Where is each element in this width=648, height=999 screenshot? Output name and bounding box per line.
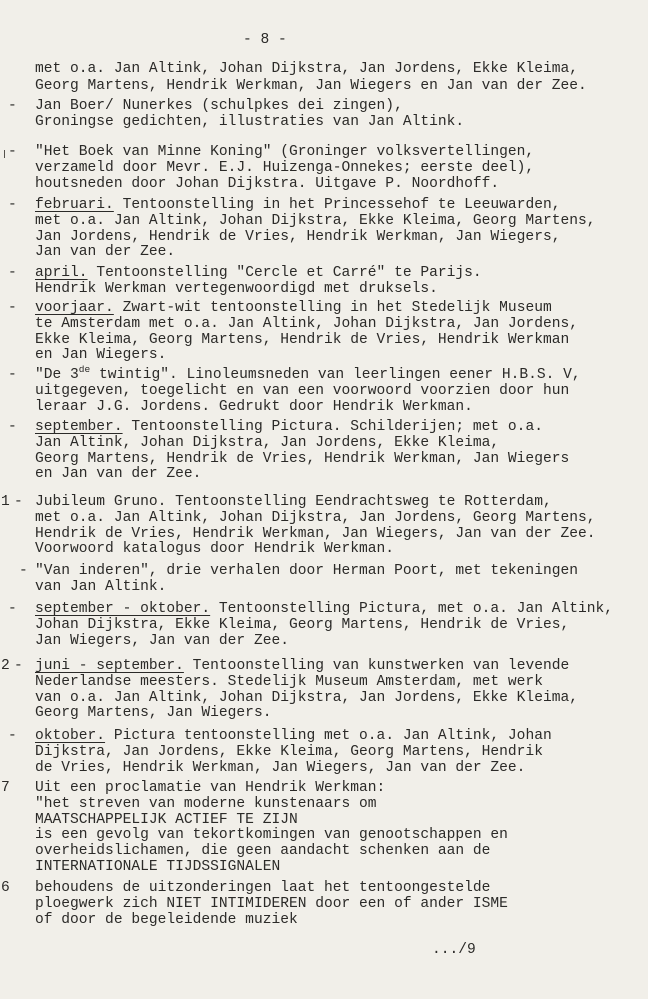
margin-year-digit: 2	[1, 658, 10, 674]
entry-line	[0, 348, 648, 364]
entry-date: april.	[35, 265, 88, 281]
page-number: - 8 -	[243, 32, 287, 48]
entry-line	[0, 452, 648, 468]
entry-line	[0, 266, 648, 282]
entry-line	[0, 897, 648, 913]
entry	[0, 781, 648, 876]
entry	[0, 495, 648, 558]
entry-date: voorjaar.	[35, 300, 114, 316]
entry-line	[0, 844, 648, 860]
entry-text: of door de begeleidende muziek	[35, 911, 298, 928]
entry	[0, 420, 648, 483]
entry	[0, 145, 648, 192]
entry-text: Groningse gedichten, illustraties van Jan Altink.	[35, 113, 465, 130]
entry	[0, 266, 648, 298]
entry	[0, 659, 648, 722]
entry-text: Zwart-wit tentoonstelling in het Stedelijk Museum	[122, 300, 552, 316]
entry-text: Georg Martens, Hendrik Werkman, Jan Wiegers en Jan van der Zee.	[35, 77, 587, 94]
entry-text: Tentoonstelling "Cercle et Carré" te Parijs.	[96, 265, 482, 281]
entry-text: Uit een proclamatie van Hendrik Werkman:	[35, 780, 386, 796]
entry-text: Johan Dijkstra, Ekke Kleima, Georg Martens, Hendrik de Vries,	[35, 616, 570, 633]
entry-text: Jan Boer/ Nunerkes (schulpkes dei zingen),	[35, 98, 403, 114]
entry-text: Jan van der Zee.	[35, 244, 176, 261]
entry-text: Nederlandse meesters. Stedelijk Museum Amsterdam, met werk	[35, 673, 543, 690]
entry-line	[0, 145, 648, 161]
entry-line	[0, 495, 648, 511]
entry-text: Georg Martens, Jan Wiegers.	[35, 705, 272, 722]
margin-year-digit: 1	[1, 494, 10, 510]
bullet-dash: -	[8, 601, 17, 617]
entry-text: verzameld door Mevr. E.J. Huizenga-Onnekes; eerste deel),	[35, 159, 535, 176]
entry-line	[0, 177, 648, 193]
bullet-dash: -	[8, 144, 17, 160]
entry-text: van o.a. Jan Altink, Johan Dijkstra, Jan Jordens, Ekke Kleima,	[35, 689, 578, 706]
bullet-dash: -	[19, 563, 28, 579]
entry-date: oktober.	[35, 728, 106, 744]
entry	[0, 364, 648, 415]
entry-line	[0, 729, 648, 745]
entry	[0, 602, 648, 649]
entry-text: Tentoonstelling Pictura, met o.a. Jan Altink,	[218, 601, 614, 617]
entry-text: Voorwoord katalogus door Hendrik Werkman.	[35, 541, 395, 558]
entry-line	[0, 384, 648, 400]
entry-line	[0, 436, 648, 452]
entry-line	[0, 881, 648, 897]
entry	[0, 729, 648, 776]
entry-line	[0, 62, 648, 78]
bullet-dash: -	[14, 658, 23, 674]
entry-text: Ekke Kleima, Georg Martens, Hendrik de Vries, Hendrik Werkman	[35, 331, 570, 348]
entry-line	[0, 602, 648, 618]
entry-line	[0, 659, 648, 675]
entry-line	[0, 580, 648, 596]
bullet-dash: -	[8, 98, 17, 114]
entry-text: leraar J.G. Jordens. Gedrukt door Hendrik Werkman.	[35, 398, 473, 415]
entry-line	[0, 99, 648, 115]
entry-line	[0, 797, 648, 813]
entry-line	[0, 860, 648, 876]
bullet-dash: -	[8, 728, 17, 744]
entry-line	[0, 301, 648, 317]
entry-text: Jan Wiegers, Jan van der Zee.	[35, 632, 289, 649]
entry-line	[0, 691, 648, 707]
entry-text: twintig". Linoleumsneden van leerlingen eener H.B.S. V,	[98, 367, 581, 383]
entry-text: en Jan van der Zee.	[35, 466, 202, 483]
entry-line	[0, 400, 648, 416]
entry-text: en Jan Wiegers.	[35, 347, 167, 364]
entry-line	[0, 781, 648, 797]
entry-text: Jan Jordens, Hendrik de Vries, Hendrik Werkman, Jan Wiegers,	[35, 228, 561, 245]
entry	[0, 881, 648, 928]
entry	[0, 564, 648, 596]
bullet-dash: -	[8, 265, 17, 281]
entry-line	[0, 745, 648, 761]
entry-text: Tentoonstelling in het Princessehof te Leeuwarden,	[122, 197, 561, 213]
bullet-dash: -	[8, 419, 17, 435]
entry-date: september - oktober.	[35, 601, 211, 617]
continuation-marker: .../9	[432, 942, 476, 958]
entry	[0, 99, 648, 131]
entry-line	[0, 161, 648, 177]
entry-line	[0, 245, 648, 261]
entry-text: "het streven van moderne kunstenaars om	[35, 795, 377, 812]
entry-text: Hendrik de Vries, Hendrik Werkman, Jan Wiegers, Jan van der Zee.	[35, 525, 596, 542]
entry-text: Tentoonstelling Pictura. Schilderijen; met o.a.	[131, 419, 543, 435]
entry-text: Jan Altink, Johan Dijkstra, Jan Jordens, Ekke Kleima,	[35, 434, 500, 451]
entry-text: Georg Martens, Hendrik de Vries, Hendrik Werkman, Jan Wiegers	[35, 450, 570, 467]
entry	[0, 301, 648, 364]
entry-line	[0, 675, 648, 691]
entry-line	[0, 761, 648, 777]
bullet-dash: -	[8, 300, 17, 316]
entry-line	[0, 364, 648, 384]
entry-line	[0, 198, 648, 214]
entry-line	[0, 467, 648, 483]
entry-line	[0, 527, 648, 543]
entry-text: te Amsterdam met o.a. Jan Altink, Johan Dijkstra, Jan Jordens,	[35, 315, 578, 332]
entry-text: uitgegeven, toegelicht en van een voorwoord voorzien door hun	[35, 382, 570, 399]
entry-text: ploegwerk zich NIET INTIMIDEREN door een of ander ISME	[35, 895, 508, 912]
entry-date: juni - september.	[35, 658, 184, 674]
margin-year-digit: 7	[1, 780, 10, 796]
entry-date: september.	[35, 419, 123, 435]
entry-line	[0, 813, 648, 829]
ordinal-superscript: de	[78, 364, 91, 375]
entry-line	[0, 115, 648, 131]
entry-line	[0, 511, 648, 527]
entry-line	[0, 618, 648, 634]
entry-text: behoudens de uitzonderingen laat het tentoongestelde	[35, 880, 491, 896]
entry-text: "Het Boek van Minne Koning" (Groninger volksvertellingen,	[35, 144, 535, 160]
entry-line	[0, 333, 648, 349]
entry-text: INTERNATIONALE TIJDSSIGNALEN	[35, 858, 281, 875]
entry-line	[0, 564, 648, 580]
entry-text: overheidslichamen, die geen aandacht schenken aan de	[35, 843, 491, 860]
bullet-dash: -	[8, 367, 17, 383]
entry-line	[0, 634, 648, 650]
entry-line	[0, 78, 648, 94]
entry-text: Jubileum Gruno. Tentoonstelling Eendrachtsweg te Rotterdam,	[35, 494, 552, 510]
entry-line	[0, 282, 648, 298]
entry-line	[0, 214, 648, 230]
entry-line	[0, 706, 648, 722]
entry-text: met o.a. Jan Altink, Johan Dijkstra, Jan Jordens, Ekke Kleima,	[35, 61, 578, 77]
entry-text: met o.a. Jan Altink, Johan Dijkstra, Jan Jordens, Georg Martens,	[35, 509, 596, 526]
entry-text: de Vries, Hendrik Werkman, Jan Wiegers, Jan van der Zee.	[35, 759, 526, 776]
entry-line	[0, 542, 648, 558]
entry-text: Pictura tentoonstelling met o.a. Jan Altink, Johan	[113, 728, 552, 744]
entry-line	[0, 317, 648, 333]
margin-year-digit: 6	[1, 880, 10, 896]
entry-text: met o.a. Jan Altink, Johan Dijkstra, Ekke Kleima, Georg Martens,	[35, 212, 596, 229]
entry-text: MAATSCHAPPELIJK ACTIEF TE ZIJN	[35, 811, 298, 828]
entry-text: Dijkstra, Jan Jordens, Ekke Kleima, Georg Martens, Hendrik	[35, 743, 543, 760]
bullet-dash: -	[14, 494, 23, 510]
entry-text: houtsneden door Johan Dijkstra. Uitgave P. Noordhoff.	[35, 175, 500, 192]
entry-text: is een gevolg van tekortkomingen van genootschappen en	[35, 827, 508, 844]
entry-line	[0, 828, 648, 844]
entry-text: Hendrik Werkman vertegenwoordigd met druksels.	[35, 280, 438, 297]
entry-date: februari.	[35, 197, 114, 213]
entry	[0, 62, 648, 94]
entry	[0, 198, 648, 261]
entry-text: "Van inderen", drie verhalen door Herman Poort, met tekeningen	[35, 563, 578, 579]
entry-line	[0, 420, 648, 436]
entry-text: Tentoonstelling van kunstwerken van levende	[192, 658, 570, 674]
entry-text: van Jan Altink.	[35, 578, 167, 595]
entry-line	[0, 913, 648, 929]
entry-text: "De 3	[35, 367, 79, 383]
bullet-dash: -	[8, 197, 17, 213]
entry-line	[0, 230, 648, 246]
